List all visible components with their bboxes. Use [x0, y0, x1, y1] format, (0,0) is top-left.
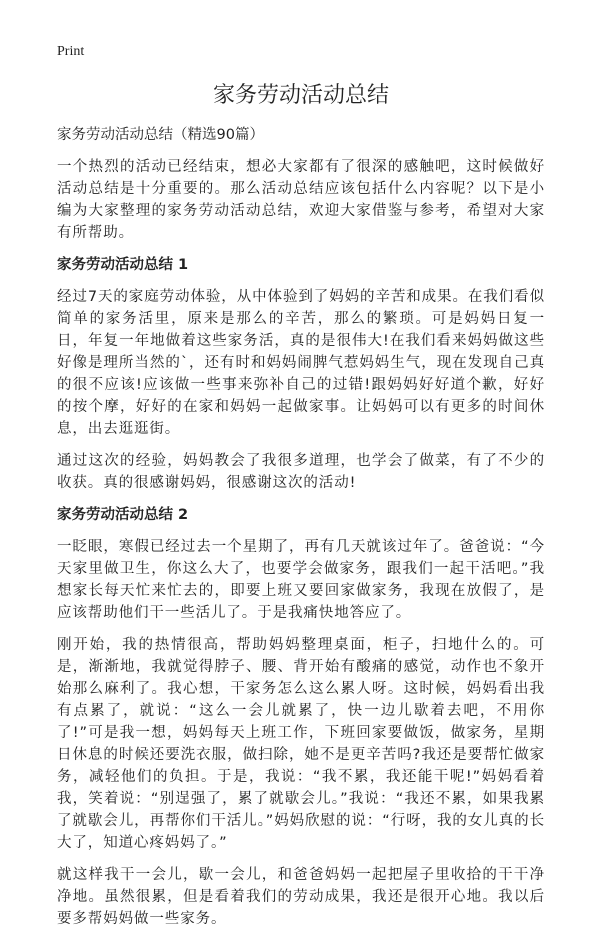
paragraph: 刚开始，我的热情很高，帮助妈妈整理桌面，柜子，扫地什么的。可是，渐渐地，我就觉得脖子、腰、背开始有酸痛的感觉，动作也不象开始那么麻利了。我心想，干家务怎么这么累人呀。这时候，妈妈看出我有点累了，就说：“这么一会儿就累了，快一边儿歇着去吧，不用你了!”可是我一想，妈妈每天上班工作，下班回家要做饭，做家务，星期日休息的时候还要洗衣服，做扫除，她不是更辛苦吗?我还是要帮忙做家务，减轻他们的负担。于是，我说：“我不累，我还能干呢!”妈妈看着我，笑着说：“别逞强了，累了就歇会儿。”我说：“我还不累，如果我累了就歇会儿，再帮你们干活儿。”妈妈欣慰的说：“行呀，我的女儿真的长大了，知道心疼妈妈了。” [57, 637, 545, 851]
paragraph: 就这样我干一会儿，歇一会儿，和爸爸妈妈一起把屋子里收拾的干干净净地。虽然很累，但是看着我们的劳动成果，我还是很开心地。我以后要多帮妈妈做一些家务。 [57, 867, 545, 927]
section-heading: 家务劳动活动总结 2 [57, 507, 189, 523]
print-link[interactable]: Print [57, 44, 85, 59]
paragraph: 通过这次的经验，妈妈教会了我很多道理，也学会了做菜，有了不少的收获。真的很感谢妈妈，很感谢这次的活动! [57, 453, 545, 491]
paragraph: 一眨眼，寒假已经过去一个星期了，再有几天就该过年了。爸爸说：“今天家里做卫生，你这么大了，也要学会做家务，跟我们一起干活吧。”我想家长每天忙来忙去的，即要上班又要回家做家务，我现在放假了，是应该帮助他们干一些活儿了。于是我痛快地答应了。 [57, 539, 545, 621]
section-heading: 家务劳动活动总结 1 [57, 257, 189, 273]
paragraph: 经过7天的家庭劳动体验，从中体验到了妈妈的辛苦和成果。在我们看似简单的家务活里，原来是那么的辛苦，那么的繁琐。可是妈妈日复一日，年复一年地做着这些家务活，真的是很伟大!在我们看来妈妈做这些好像是理所当然的`，还有时和妈妈闹脾气惹妈妈生气，现在发现自己真的很不应该!应该做一些事来弥补自己的过错!跟妈妈好好道个歉，好好的按个摩，好好的在家和妈妈一起做家事。让妈妈可以有更多的时间休息，出去逛逛街。 [57, 289, 545, 437]
intro-paragraph: 一个热烈的活动已经结束，想必大家都有了很深的感触吧，这时候做好活动总结是十分重要的。那么活动总结应该包括什么内容呢？以下是小编为大家整理的家务劳动活动总结，欢迎大家借鉴与参考，希望对大家有所帮助。 [57, 159, 545, 241]
page-title: 家务劳动活动总结 [212, 83, 389, 108]
subtitle: 家务劳动活动总结（精选90篇） [57, 127, 264, 143]
